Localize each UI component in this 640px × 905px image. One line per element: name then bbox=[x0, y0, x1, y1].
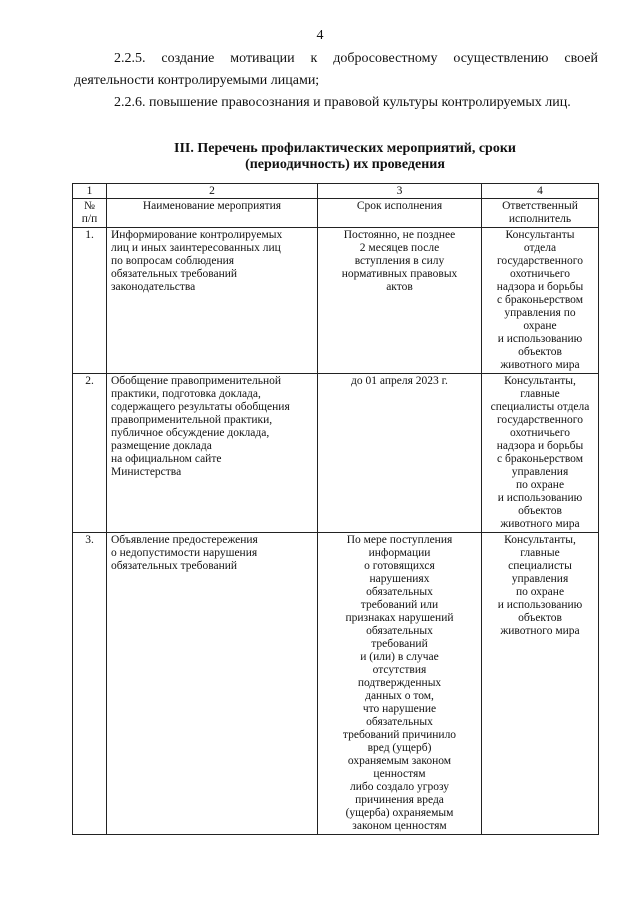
activity-term-line: законом ценностям bbox=[352, 820, 447, 832]
table-row bbox=[73, 533, 599, 835]
activity-term-line: нарушениях bbox=[369, 573, 430, 585]
activity-term-line: (ущерба) охраняемым bbox=[345, 807, 454, 819]
activity-name-line: правоприменительной практики, bbox=[111, 414, 273, 426]
activity-responsible-line: Консультанты bbox=[505, 229, 575, 241]
header-name: Наименование мероприятия bbox=[107, 199, 318, 228]
activity-term-line: актов bbox=[386, 281, 413, 293]
activity-term-line: 2 месяцев после bbox=[359, 242, 440, 254]
activity-term-line: ценностям bbox=[373, 768, 426, 780]
table-row bbox=[73, 228, 599, 374]
activity-name-line: практики, подготовка доклада, bbox=[111, 388, 261, 400]
activity-responsible-line: объектов bbox=[518, 612, 562, 624]
activity-name-line: по вопросам соблюдения bbox=[111, 255, 235, 267]
activity-term-line: требований или bbox=[360, 599, 439, 611]
activity-name bbox=[107, 228, 318, 374]
header-num-line: № bbox=[84, 200, 95, 212]
header-responsible-line: Ответственный bbox=[502, 200, 578, 212]
table-header-row bbox=[73, 199, 599, 228]
activity-name bbox=[107, 374, 318, 533]
activity-term-line: Постоянно, не позднее bbox=[343, 229, 456, 241]
activity-responsible-line: Консультанты, bbox=[504, 375, 576, 387]
paragraph-2-2-6: 2.2.6. повышение правосознания и правовой культуры контролируемых лиц. bbox=[114, 95, 571, 110]
activity-responsible-line: и использованию bbox=[497, 333, 583, 345]
activity-responsible-line: отдела bbox=[523, 242, 557, 254]
activity-term-line: информации bbox=[368, 547, 431, 559]
activity-name-line: лиц и иных заинтересованных лиц bbox=[111, 242, 281, 254]
activity-term-line: причинения вреда bbox=[355, 794, 444, 806]
activity-responsible-line: с браконьерством bbox=[497, 453, 583, 465]
activity-term-line: данных о том, bbox=[365, 690, 434, 702]
activity-term bbox=[318, 374, 482, 533]
activity-term-line: вступления в силу bbox=[354, 255, 445, 267]
column-number: 2 bbox=[107, 184, 318, 199]
activity-term-line: обязательных bbox=[366, 625, 433, 637]
row-number: 3. bbox=[73, 533, 107, 835]
page-number: 4 bbox=[316, 28, 324, 43]
activity-responsible-line: главные bbox=[520, 388, 560, 400]
activity-term-line: По мере поступления bbox=[346, 534, 453, 546]
activity-responsible-line: животного мира bbox=[500, 518, 580, 530]
activity-term-line: охраняемым законом bbox=[347, 755, 452, 767]
row-number: 2. bbox=[73, 374, 107, 533]
header-num-line: п/п bbox=[81, 213, 98, 225]
activity-responsible-line: охотничьего bbox=[509, 268, 571, 280]
activity-name-line: содержащего результаты обобщения bbox=[111, 401, 290, 413]
activity-term-line: требований причинило bbox=[342, 729, 457, 741]
activity-name-line: о недопустимости нарушения bbox=[111, 547, 258, 559]
activity-name-line: Обобщение правоприменительной bbox=[111, 375, 282, 387]
activity-responsible-line: Консультанты, bbox=[504, 534, 576, 546]
activity-responsible-line: животного мира bbox=[500, 625, 580, 637]
row-number: 1. bbox=[73, 228, 107, 374]
activity-term-line: либо создало угрозу bbox=[350, 781, 449, 793]
activity-term-line: подтвержденных bbox=[357, 677, 442, 689]
activity-name-line: Объявление предостережения bbox=[111, 534, 258, 546]
activity-term-line: признаках нарушений bbox=[345, 612, 454, 624]
activity-name bbox=[107, 533, 318, 835]
activity-responsible-line: и использованию bbox=[497, 492, 583, 504]
activity-responsible-line: и использованию bbox=[497, 599, 583, 611]
activity-responsible-line: управления по bbox=[504, 307, 576, 319]
activity-responsible-line: надзора и борьбы bbox=[496, 440, 584, 452]
activity-responsible-line: управления bbox=[511, 466, 569, 478]
activity-responsible bbox=[482, 228, 599, 374]
activity-name-line: на официальном сайте bbox=[111, 453, 222, 465]
activity-responsible-line: государственного bbox=[497, 255, 583, 267]
activities-table bbox=[72, 183, 599, 835]
activity-responsible-line: охране bbox=[523, 320, 557, 332]
activity-responsible-line: охотничьего bbox=[509, 427, 571, 439]
activity-name-line: обязательных требований bbox=[111, 268, 238, 280]
activity-term-line: обязательных bbox=[366, 716, 433, 728]
activity-responsible-line: с браконьерством bbox=[497, 294, 583, 306]
activity-responsible-line: управления bbox=[511, 573, 569, 585]
activity-term-line: что нарушение bbox=[362, 703, 437, 715]
column-number: 4 bbox=[482, 184, 599, 199]
column-number: 3 bbox=[318, 184, 482, 199]
activity-responsible-line: главные bbox=[520, 547, 560, 559]
header-term: Срок исполнения bbox=[318, 199, 482, 228]
column-number: 1 bbox=[73, 184, 107, 199]
activity-term-line: требований bbox=[371, 638, 428, 650]
table-row bbox=[73, 374, 599, 533]
section-title bbox=[120, 141, 570, 173]
header-responsible bbox=[482, 199, 599, 228]
activity-name-line: законодательства bbox=[111, 281, 196, 293]
activity-responsible-line: государственного bbox=[497, 414, 583, 426]
activity-term bbox=[318, 228, 482, 374]
paragraph-2-2-5: 2.2.5. создание мотивации к добросовестному осуществлению своей деятельности контролируемыми лицами; bbox=[74, 51, 598, 88]
activity-responsible-line: объектов bbox=[518, 346, 562, 358]
section-title-line-2: (периодичность) их проведения bbox=[245, 157, 445, 172]
activity-term-line: нормативных правовых bbox=[341, 268, 458, 280]
activity-responsible bbox=[482, 533, 599, 835]
activity-term-line: вред (ущерб) bbox=[367, 742, 432, 754]
header-responsible-line: исполнитель bbox=[508, 213, 572, 225]
activity-term-line: обязательных bbox=[366, 586, 433, 598]
activity-term-line: до 01 апреля 2023 г. bbox=[351, 375, 448, 387]
activity-responsible-line: по охране bbox=[515, 479, 565, 491]
activity-name-line: размещение доклада bbox=[111, 440, 212, 452]
activity-term bbox=[318, 533, 482, 835]
section-title-line-1: III. Перечень профилактических мероприятий, сроки bbox=[174, 141, 516, 156]
activity-responsible-line: специалисты отдела bbox=[490, 401, 590, 413]
activity-name-line: публичное обсуждение доклада, bbox=[111, 427, 270, 439]
activity-name-line: Информирование контролируемых bbox=[111, 229, 283, 241]
activity-term-line: отсутствия bbox=[372, 664, 427, 676]
activity-term-line: и (или) в случае bbox=[360, 651, 439, 663]
activity-name-line: Министерства bbox=[111, 466, 182, 478]
activity-name-line: обязательных требований bbox=[111, 560, 238, 572]
activity-responsible bbox=[482, 374, 599, 533]
header-num bbox=[73, 199, 107, 228]
activity-responsible-line: по охране bbox=[515, 586, 565, 598]
activity-term-line: о готовящихся bbox=[364, 560, 435, 572]
activity-responsible-line: объектов bbox=[518, 505, 562, 517]
activity-responsible-line: надзора и борьбы bbox=[496, 281, 584, 293]
activity-responsible-line: специалисты bbox=[508, 560, 572, 572]
activity-responsible-line: животного мира bbox=[500, 359, 580, 371]
column-number-row bbox=[73, 184, 599, 199]
